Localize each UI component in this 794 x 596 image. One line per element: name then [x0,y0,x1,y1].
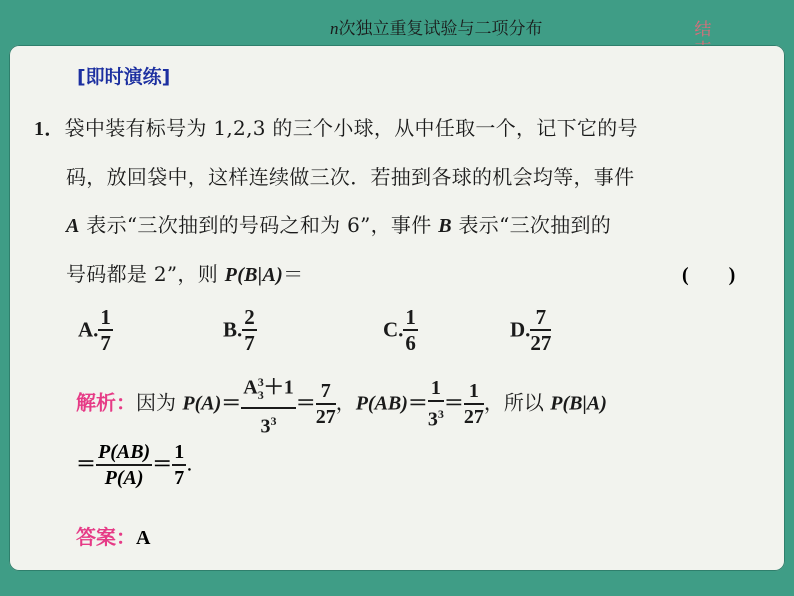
frac-num: 7 [316,379,336,405]
frac-num: 2 [244,305,255,329]
fraction-pa [241,370,295,438]
perm-symbol: A [243,376,258,399]
equals: ＝ [295,392,316,415]
event-a: A [66,215,80,237]
fraction-7-27 [316,379,336,429]
question-text-3d: 表示“三次抽到的 [451,213,612,237]
conditional-prob: P(B|A) [224,264,284,286]
end-label-char-1: 结 [694,20,712,40]
frac-num: 1 [428,376,444,402]
frac-den: 6 [405,331,416,355]
frac-den: 7 [174,467,185,489]
option-a[interactable] [78,305,113,355]
title-text: 次独立重复试验与二项分布 [338,19,543,39]
solution-label: 解析： [76,390,136,415]
frac-den: 27 [315,406,336,429]
answer-blank: ( ) [682,264,736,286]
option-c[interactable] [383,305,418,355]
fraction-1-27 [464,379,484,429]
den-exp: 3 [437,407,444,422]
question-line-1 [34,112,638,141]
option-fraction [98,305,113,355]
fraction-1-33 [428,376,444,432]
question-text-1: 袋中装有标号为 1,2,3 的三个小球，从中任取一个，记下它的号 [64,116,638,140]
question-line-2: 码，放回袋中，这样连续做三次．若抽到各球的机会均等，事件 [66,165,635,189]
frac-den: 7 [244,331,255,355]
frac-den: 7 [100,331,111,355]
fraction-pab-pa [96,440,152,490]
period: . [186,451,193,476]
frac-den: 27 [463,406,484,429]
frac-num: P(AB) [96,440,152,466]
option-fraction [242,305,257,355]
frac-num: 1 [464,379,484,405]
question-number: 1． [34,118,65,140]
frac-den: P(A) [104,467,144,489]
plus-one: ＋1 [263,376,294,399]
option-letter: C. [383,317,404,342]
frac-den [241,409,295,439]
den-exp: 3 [270,413,277,428]
solution-text: 因为 [136,390,183,415]
option-letter: B. [223,317,243,342]
frac-num: 7 [530,305,551,331]
page-header-title [330,14,543,39]
question-text-3b: 表示“三次抽到的号码之和为 6”，事件 [79,213,439,237]
answer-line [76,521,150,550]
question-text-4a: 号码都是 2”，则 [66,262,225,286]
title-variable: n [330,19,339,38]
fraction-1-7 [172,440,186,490]
question-line-4 [66,258,303,287]
answer-label: 答案： [76,525,136,549]
equals: ＝ [76,453,96,476]
section-tag: [即时演练] [77,66,171,88]
equals: ＝ [407,392,428,415]
solution-line-2 [76,440,193,490]
answer-value: A [136,527,151,549]
equals: ＝ [152,453,173,476]
prob-b-given-a: P(B|A) [550,392,607,415]
option-fraction [530,305,551,355]
frac-num: 1 [172,440,186,466]
den-base: 3 [260,415,271,438]
perm-sup: 3 [257,375,264,389]
option-letter: D. [510,317,531,342]
prob-a: P(A) [182,392,222,415]
event-b: B [438,215,452,237]
solution-line-1 [76,370,607,438]
solution-text-2: ，所以 [483,390,551,415]
frac-num [241,370,295,409]
option-letter: A. [78,317,99,342]
den-base: 3 [427,408,438,431]
option-fraction [403,305,418,355]
equals: ＝ [221,392,242,415]
frac-den [428,402,444,432]
prob-ab: P(AB) [355,392,408,415]
equals-sign: ＝ [283,262,304,286]
frac-num: 1 [405,305,416,329]
option-d[interactable] [510,305,551,355]
perm-sub: 3 [257,387,264,402]
frac-den: 27 [530,331,552,355]
equals: ＝ [443,392,464,415]
comma: ， [335,390,356,415]
question-line-3 [66,209,611,238]
option-b[interactable] [223,305,257,355]
frac-num: 1 [100,305,111,329]
